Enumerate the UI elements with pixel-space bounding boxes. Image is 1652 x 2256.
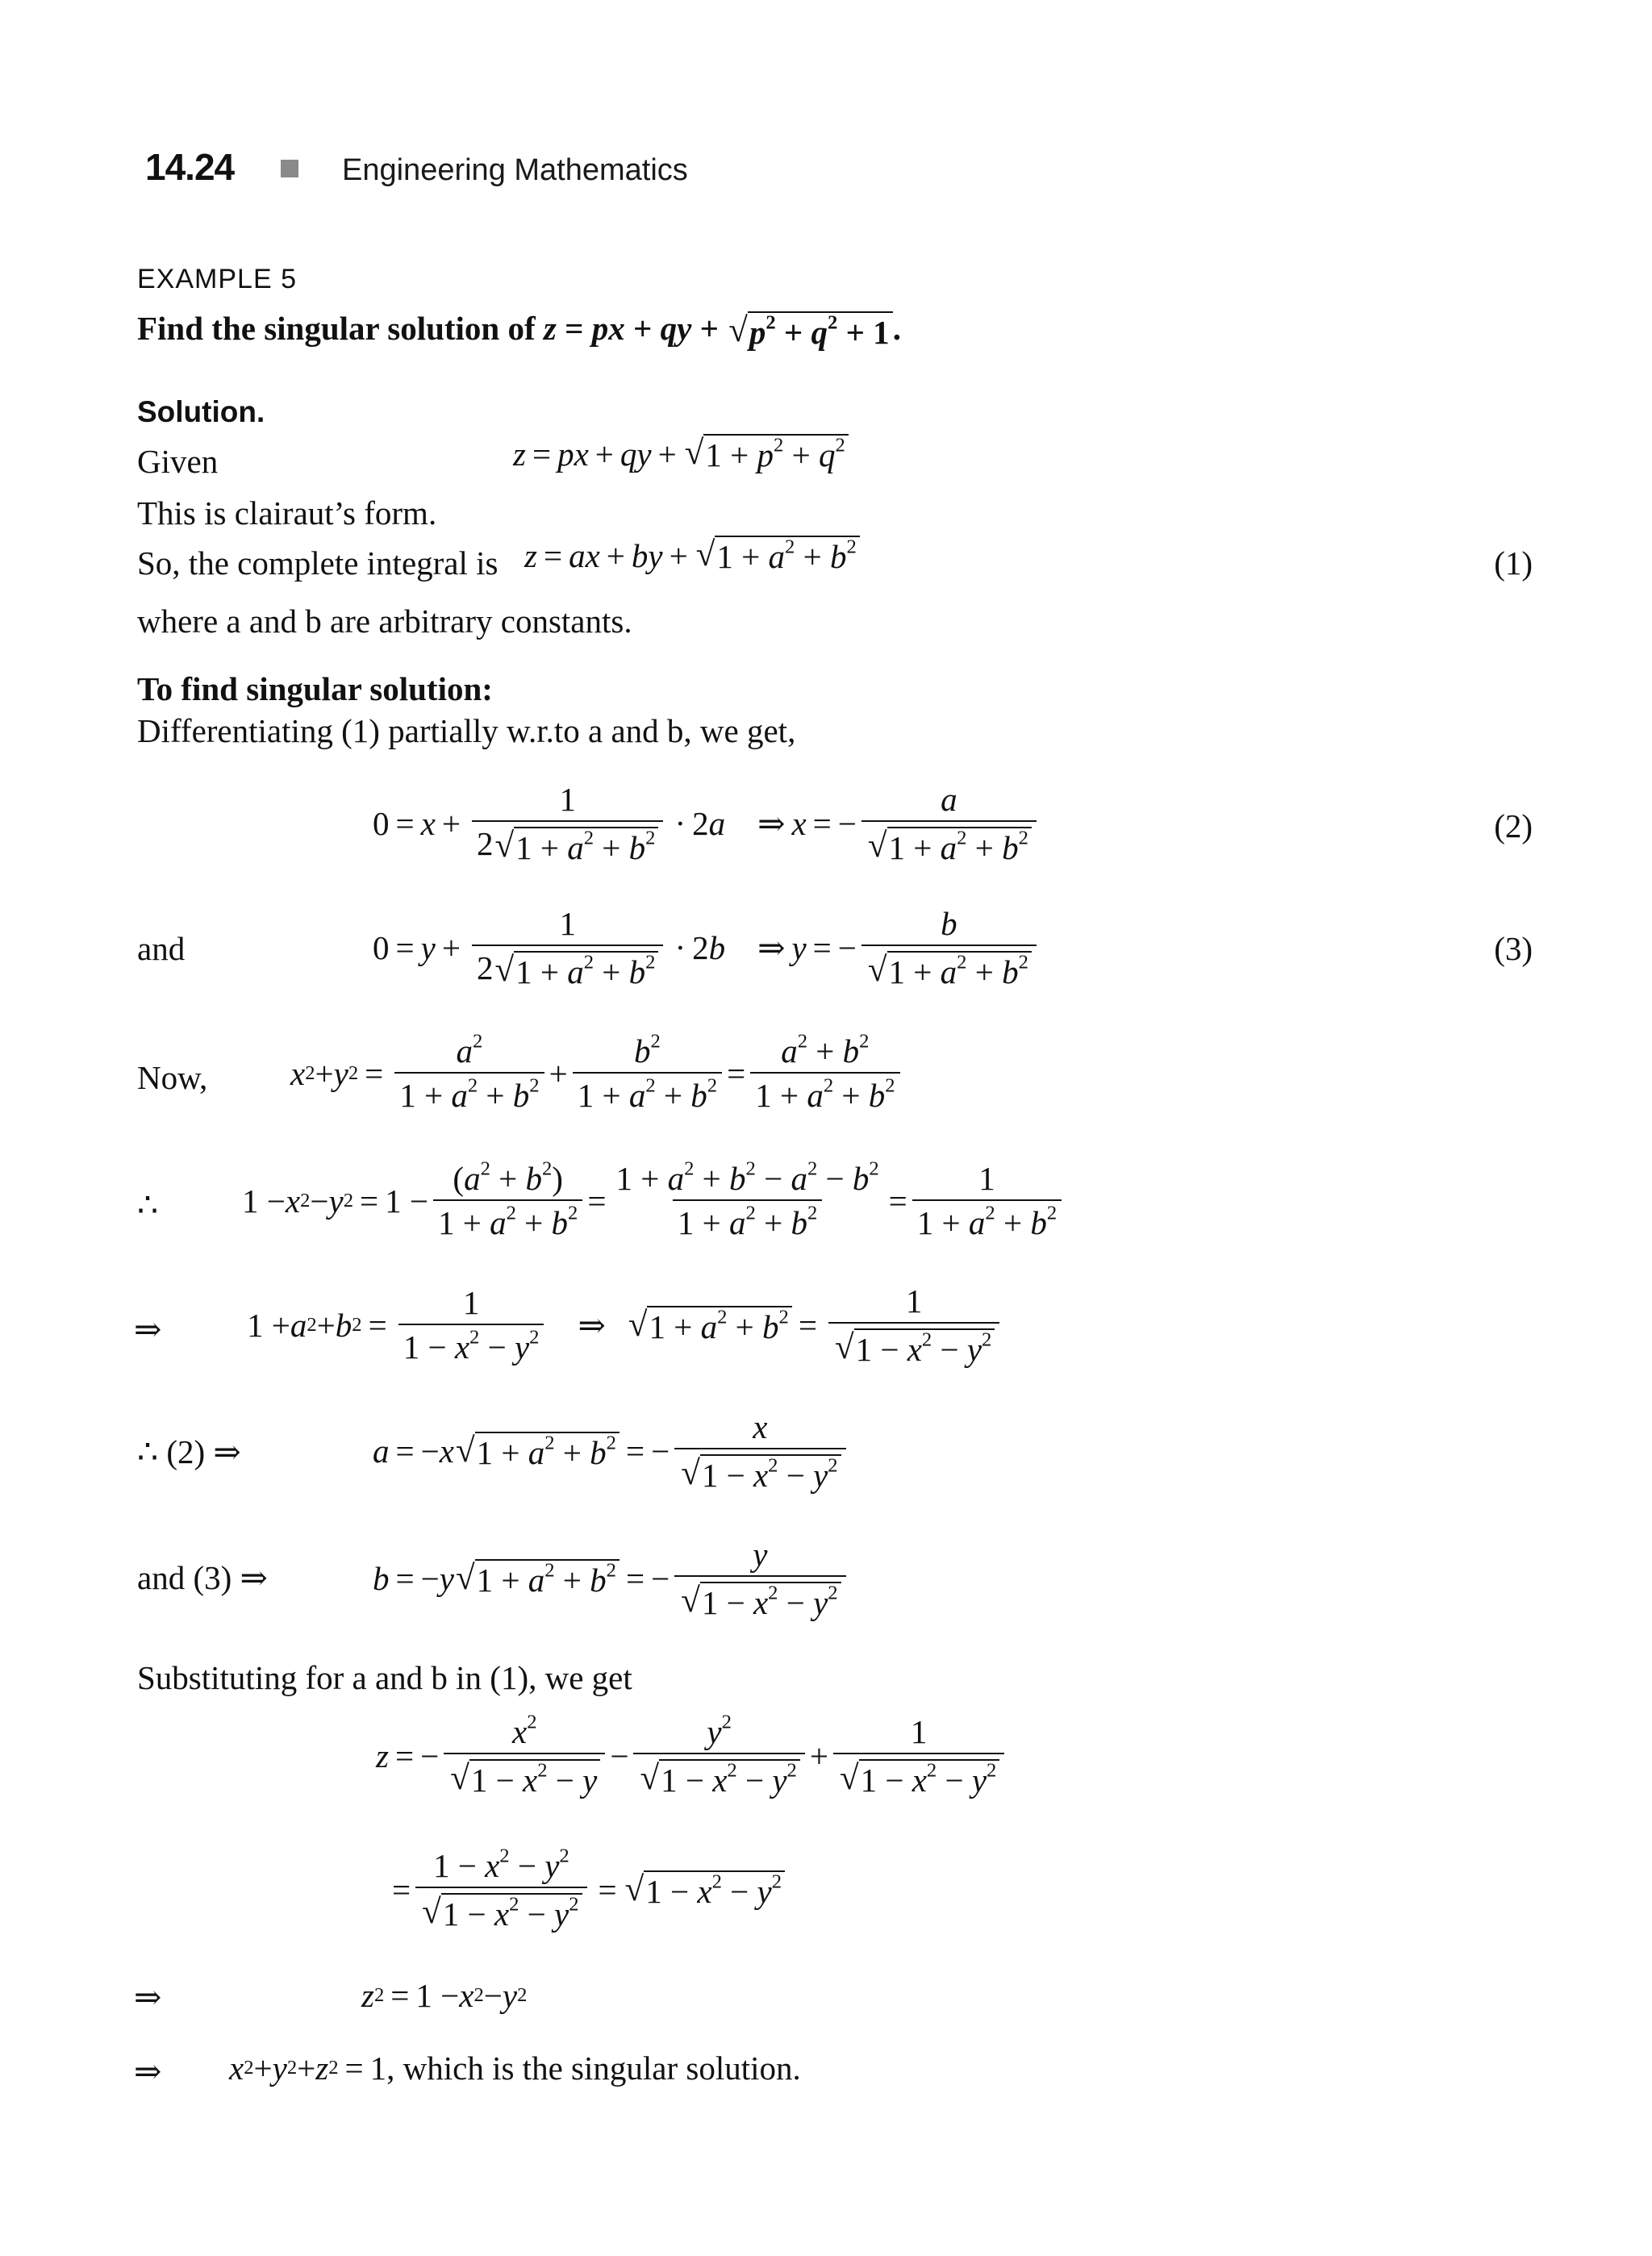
from-eq3-label: and (3) ⇒: [137, 1559, 268, 1596]
equation-label-1: (1): [1494, 544, 1533, 582]
from-eq3-equation: b = − y √ $1 + a^2 + b^2$ = − y √ $1 - x^2 - y^2$: [373, 1536, 851, 1621]
substituting-line: Substituting for a and b in (1), we get: [137, 1659, 632, 1696]
differentiating-line: Differentiating (1) partially w.r.to a and b, we get,: [137, 712, 796, 749]
problem-statement: [137, 309, 901, 351]
solution-heading: Solution.: [137, 395, 265, 428]
now-label: Now,: [137, 1059, 208, 1096]
implies-symbol: ⇒: [134, 1311, 162, 1348]
equation-label-3: (3): [1494, 930, 1533, 967]
page-number: 14.24: [145, 146, 235, 188]
complete-integral-equation: z = ax + by + √ $1 + a^2 + b^2$: [524, 536, 860, 575]
equation-label-2: (2): [1494, 807, 1533, 844]
equation-3: 0 = y + 1 2 √ $1 + a^2 + b^2$ · 2 b ⇒ y = − b √ $1 + a^2 + b^2$: [373, 905, 1041, 990]
header-square-icon: [281, 160, 298, 177]
from-eq2-label: ∴ (2) ⇒: [137, 1433, 241, 1470]
final-text: which is the singular solution.: [403, 2050, 801, 2087]
equation-2: 0 = x + 1 2 √ $1 + a^2 + b^2$ · 2 a ⇒ x = − a √ $1 + a^2 + b^2$: [373, 781, 1041, 866]
final-equation: x 2 + y 2 + z 2 = 1, which is the singular solution.: [229, 2050, 801, 2087]
z-equation-simplified: = $1 - x^2 - y^2$ √ $1 - x^2 - y^2$ = √ $1 - x^2 - y^2$: [392, 1847, 785, 1933]
problem-text: Find the singular solution of: [137, 310, 536, 347]
z2-implies-symbol: ⇒: [134, 1979, 162, 2016]
z-equation: z = − $x^2$ √ $1 - x^2 - y$ − $y^2$ √ $1 - x^2 - y^2$ + 1 √ $1 - x^2 - y^2$: [376, 1713, 1009, 1799]
clairaut-line: This is clairaut’s form.: [137, 494, 437, 532]
example-label: EXAMPLE 5: [137, 264, 297, 294]
therefore-symbol: ∴: [137, 1186, 159, 1224]
from-eq2-equation: a = − x √ $1 + a^2 + b^2$ = − x √ $1 - x^2 - y^2$: [373, 1408, 851, 1494]
therefore-equation: 1 − x 2 − y 2 = 1 − $\frac{(a^2 + b^2)}{1 + a^2 + b^2}$ = $\frac{1 + a^2 + b^2 - a^2 - b^2}{1 + a^2 + b^2}$ = $\frac{1}{1 + a^2 + b^2}$: [242, 1160, 1066, 1242]
find-singular-heading: To find singular solution:: [137, 670, 493, 707]
and-label: and: [137, 930, 186, 967]
implies-equation: 1 + a 2 + b 2 = $\frac{1}{1 - x^2 - y^2}$ ⇒ √ $1 + a^2 + b^2$ = 1 √ $1 - x^2 - y^2$: [247, 1282, 1004, 1368]
book-title: Engineering Mathematics: [342, 153, 688, 187]
final-implies-symbol: ⇒: [134, 2053, 162, 2090]
complete-integral-text: So, the complete integral is: [137, 544, 499, 582]
arbitrary-line: where a and b are arbitrary constants.: [137, 603, 632, 640]
given-label: Given: [137, 443, 219, 480]
now-equation: x 2 + y 2 = $\frac{a^2}{1 + a^2 + b^2}$ + $\frac{b^2}{1 + a^2 + b^2}$ = $\frac{a^2 + b^2}{1 + a^2 + b^2}$: [290, 1032, 905, 1115]
given-equation: z = px + qy + √ $1 + p^2 + q^2$: [513, 434, 849, 473]
z-squared-equation: z 2 = 1 − x 2 − y 2: [361, 1977, 528, 2014]
problem-equation-render: z = px + qy + √ $p^2 + q^2 + 1$ .: [543, 310, 901, 351]
